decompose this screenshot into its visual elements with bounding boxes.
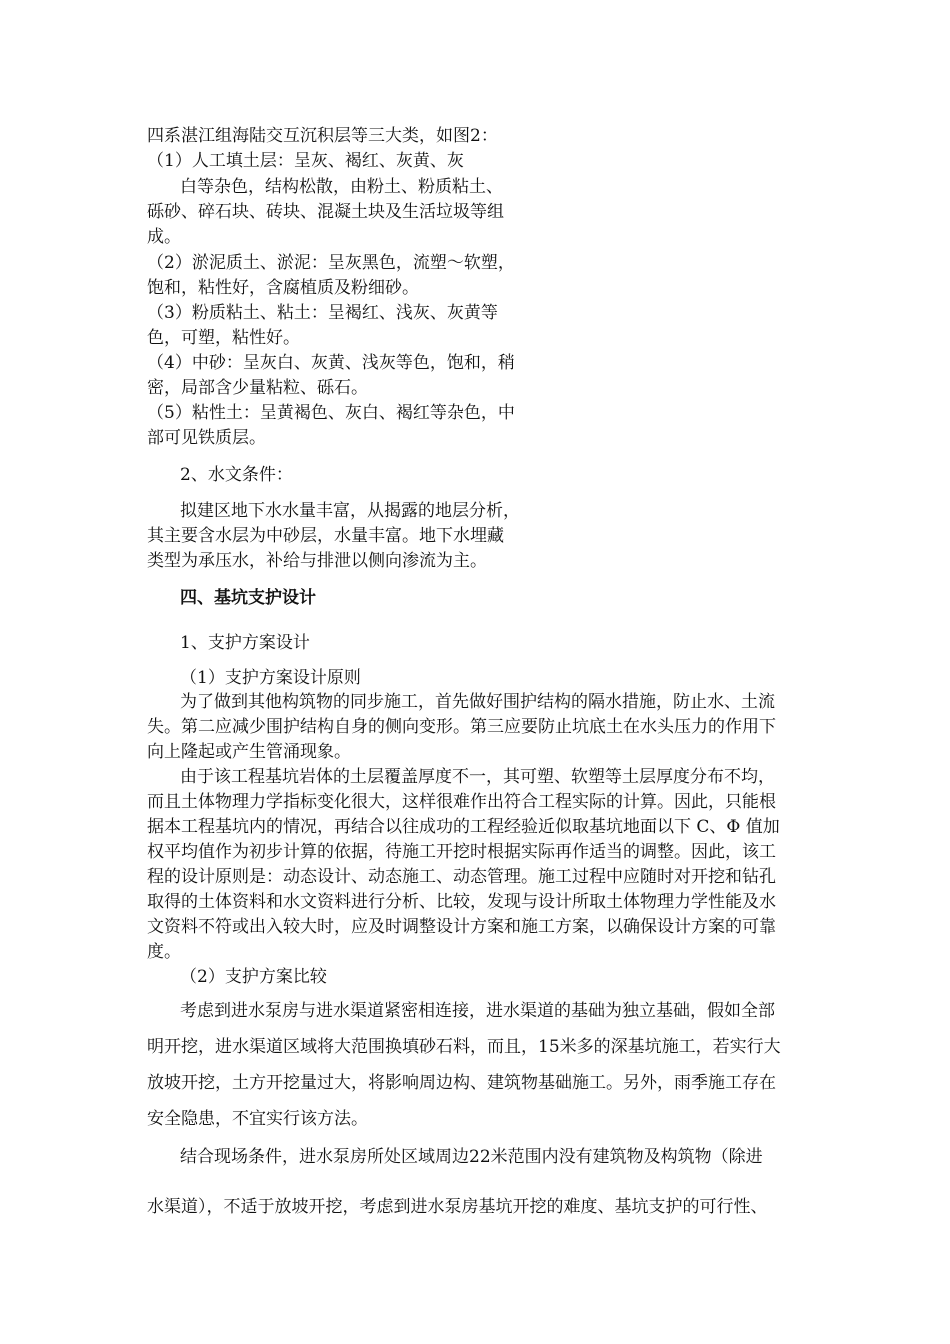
paragraph-line: 结合现场条件，进水泵房所处区域周边22米范围内没有建筑物及构筑物（除进 (180, 1147, 763, 1167)
section-heading: 四、基坑支护设计 (180, 588, 316, 608)
text-line: 成。 (147, 227, 181, 247)
text-line: 密，局部含少量粘粒、砾石。 (147, 378, 368, 398)
paragraph-line: 权平均值作为初步计算的依据，待施工开挖时根据实际再作适当的调整。因此，该工 (147, 842, 776, 862)
paragraph-line: 文资料不符或出入较大时，应及时调整设计方案和施工方案，以确保设计方案的可靠 (147, 917, 776, 937)
paragraph-line: 考虑到进水泵房与进水渠道紧密相连接，进水渠道的基础为独立基础，假如全部 (180, 1001, 775, 1021)
paragraph-line: 失。第二应减少围护结构自身的侧向变形。第三应要防止坑底土在水头压力的作用下 (147, 717, 776, 737)
list-item-4: （4）中砂：呈灰白、灰黄、浅灰等色，饱和，稍 (147, 353, 515, 373)
paragraph-line: 为了做到其他构筑物的同步施工，首先做好围护结构的隔水措施，防止水、土流 (180, 692, 775, 712)
paragraph-line: 拟建区地下水水量丰富，从揭露的地层分析， (180, 501, 520, 521)
paragraph-line: 取得的土体资料和水文资料进行分析、比较，发现与设计所取土体物理力学性能及水 (147, 892, 776, 912)
paragraph-line: 而且土体物理力学指标变化很大，这样很难作出符合工程实际的计算。因此，只能根 (147, 792, 776, 812)
text-line: 砾砂、碎石块、砖块、混凝土块及生活垃圾等组 (147, 202, 504, 222)
subsection-heading: （2）支护方案比较 (180, 967, 327, 987)
list-item-3: （3）粉质粘土、粘土：呈褐红、浅灰、灰黄等 (147, 303, 498, 323)
paragraph-line: 明开挖，进水渠道区域将大范围换填砂石料，而且，15米多的深基坑施工，若实行大 (147, 1037, 781, 1057)
paragraph-line: 向上隆起或产生管涌现象。 (147, 742, 351, 762)
paragraph-line: 据本工程基坑内的情况，再结合以往成功的工程经验近似取基坑地面以下 C、Φ 值加 (147, 817, 780, 837)
list-item-1: （1）人工填土层：呈灰、褐红、灰黄、灰 (147, 151, 464, 171)
paragraph-line: 其主要含水层为中砂层，水量丰富。地下水埋藏 (147, 526, 504, 546)
paragraph-line: 安全隐患，不宜实行该方法。 (147, 1109, 368, 1129)
paragraph-line: 由于该工程基坑岩体的土层覆盖厚度不一，其可塑、软塑等土层厚度分布不均， (180, 767, 775, 787)
paragraph-line: 度。 (147, 942, 181, 962)
text-line: 饱和，粘性好，含腐植质及粉细砂。 (147, 278, 419, 298)
subsection-heading: 1、支护方案设计 (180, 633, 310, 653)
list-item-5: （5）粘性土：呈黄褐色、灰白、褐红等杂色，中 (147, 403, 515, 423)
text-line: 四系湛江组海陆交互沉积层等三大类，如图2： (147, 126, 498, 146)
text-line: 白等杂色，结构松散，由粉土、粉质粘土、 (180, 177, 503, 197)
paragraph-line: 类型为承压水，补给与排泄以侧向渗流为主。 (147, 551, 487, 571)
subsection-heading: 2、水文条件： (180, 465, 293, 485)
list-item-2: （2）淤泥质土、淤泥：呈灰黑色，流塑～软塑， (147, 253, 515, 273)
paragraph-line: 水渠道），不适于放坡开挖，考虑到进水泵房基坑开挖的难度、基坑支护的可行性、 (147, 1197, 768, 1217)
paragraph-line: 放坡开挖，土方开挖量过大，将影响周边构、建筑物基础施工。另外，雨季施工存在 (147, 1073, 776, 1093)
text-line: 部可见铁质层。 (147, 428, 266, 448)
text-line: 色，可塑，粘性好。 (147, 328, 300, 348)
subsection-heading: （1）支护方案设计原则 (180, 668, 361, 688)
paragraph-line: 程的设计原则是：动态设计、动态施工、动态管理。施工过程中应随时对开挖和钻孔 (147, 867, 776, 887)
